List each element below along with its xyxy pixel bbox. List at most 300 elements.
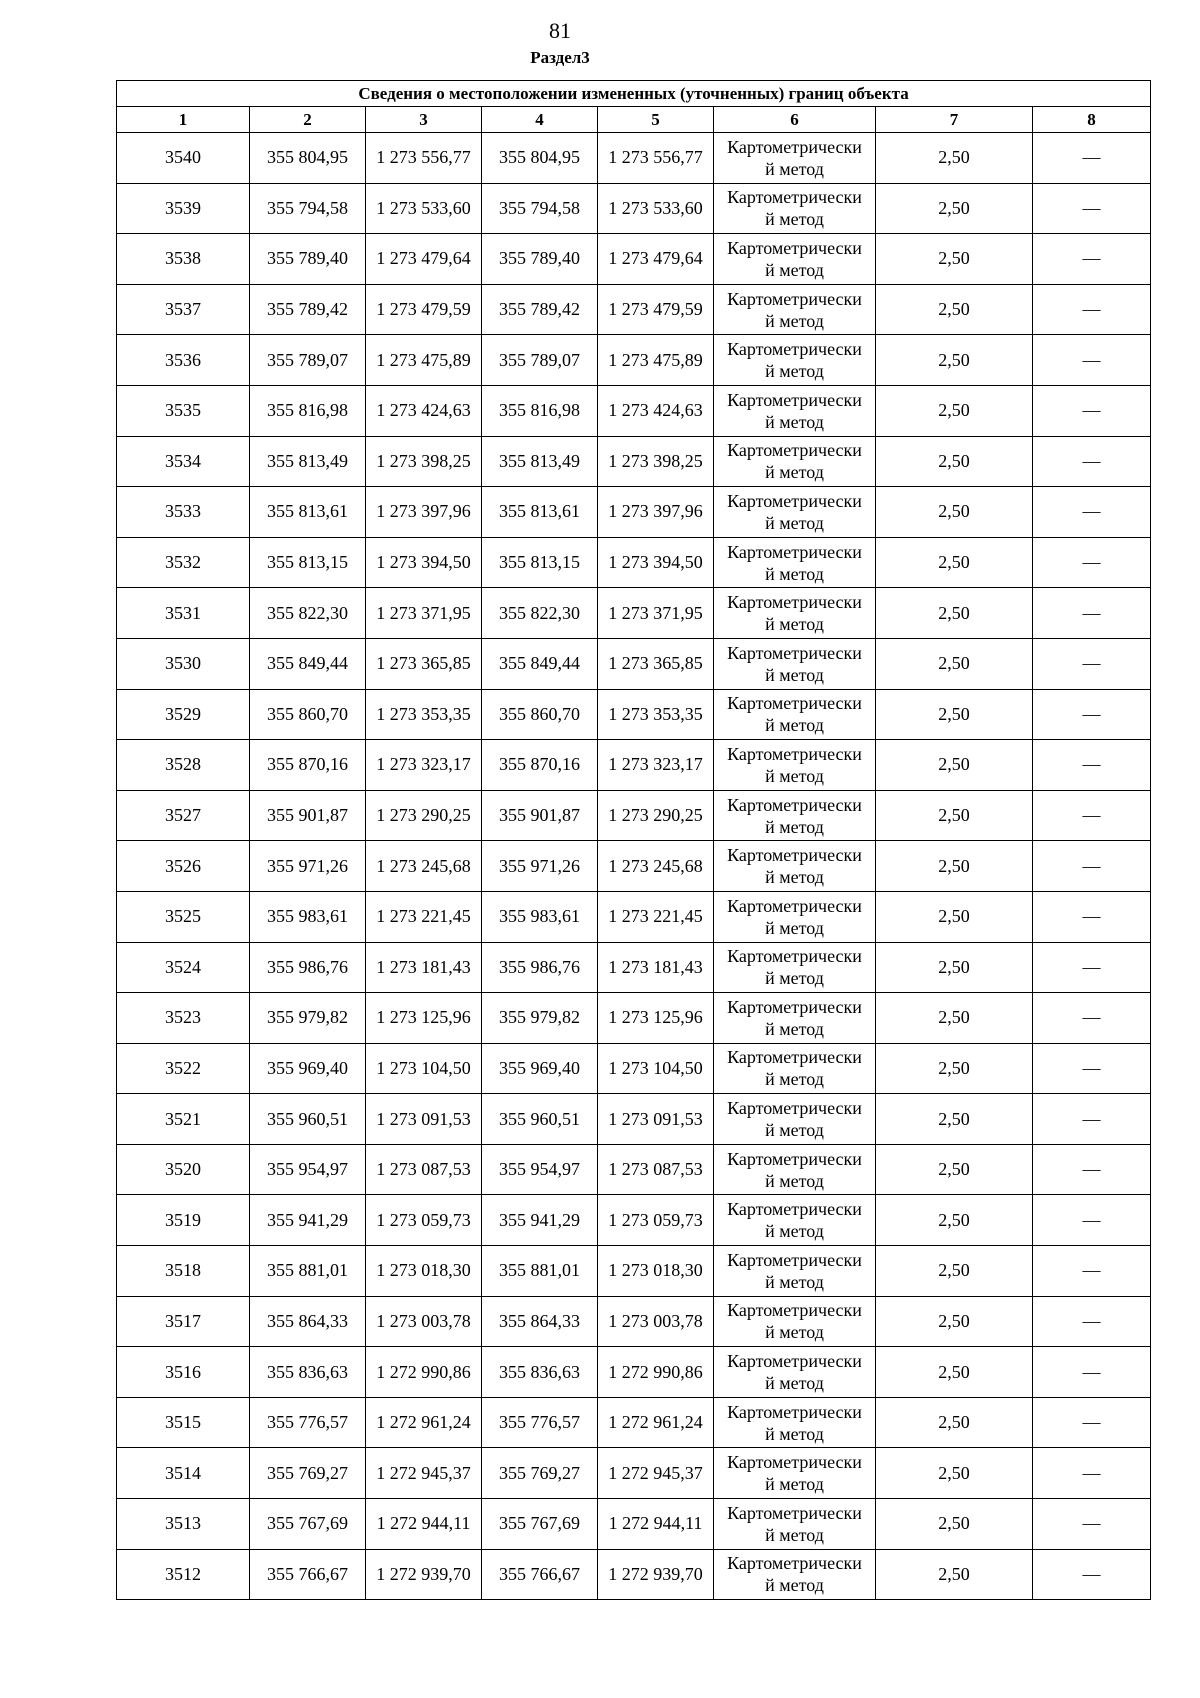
method-text-line: Картометрически <box>727 1047 862 1068</box>
table-row <box>117 1094 1151 1145</box>
method-text-line: й метод <box>765 1271 824 1292</box>
y-new-cell: 1 273 104,50 <box>598 1043 714 1094</box>
point-number-cell: 3515 <box>117 1397 250 1448</box>
column-number: 3 <box>366 107 482 133</box>
method-text-line: Картометрически <box>727 946 862 967</box>
y-new-cell: 1 273 125,96 <box>598 993 714 1044</box>
y-new-cell: 1 273 365,85 <box>598 638 714 689</box>
table-caption: Сведения о местоположении измененных (уточненных) границ объекта <box>117 81 1151 107</box>
x-old-cell: 355 941,29 <box>250 1195 366 1246</box>
x-new-cell: 355 870,16 <box>482 740 598 791</box>
table-row <box>117 133 1151 184</box>
x-new-cell: 355 813,49 <box>482 436 598 487</box>
note-cell: — <box>1033 385 1151 436</box>
point-number-cell: 3519 <box>117 1195 250 1246</box>
method-text-line: й метод <box>765 1018 824 1039</box>
method-cell <box>714 1195 876 1246</box>
x-new-cell: 355 794,58 <box>482 183 598 234</box>
method-cell <box>714 942 876 993</box>
column-number: 6 <box>714 107 876 133</box>
method-text-line: Картометрически <box>727 237 862 258</box>
y-old-cell: 1 273 533,60 <box>366 183 482 234</box>
method-cell <box>714 689 876 740</box>
x-new-cell: 355 954,97 <box>482 1144 598 1195</box>
note-cell: — <box>1033 183 1151 234</box>
method-text-line: Картометрически <box>727 339 862 360</box>
x-old-cell: 355 804,95 <box>250 133 366 184</box>
point-number-cell: 3529 <box>117 689 250 740</box>
y-new-cell: 1 273 533,60 <box>598 183 714 234</box>
x-new-cell: 355 941,29 <box>482 1195 598 1246</box>
point-number-cell: 3531 <box>117 588 250 639</box>
method-text-line: Картометрически <box>727 187 862 208</box>
point-number-cell: 3527 <box>117 790 250 841</box>
point-number-cell: 3526 <box>117 841 250 892</box>
method-text-line: й метод <box>765 816 824 837</box>
method-text-line: Картометрически <box>727 996 862 1017</box>
method-text-line: Картометрически <box>727 592 862 613</box>
note-cell: — <box>1033 1499 1151 1550</box>
method-text-line: Картометрически <box>727 693 862 714</box>
y-old-cell: 1 273 087,53 <box>366 1144 482 1195</box>
y-new-cell: 1 273 290,25 <box>598 790 714 841</box>
y-old-cell: 1 273 125,96 <box>366 993 482 1044</box>
method-text-line: Картометрически <box>727 136 862 157</box>
accuracy-cell: 2,50 <box>876 385 1033 436</box>
x-old-cell: 355 979,82 <box>250 993 366 1044</box>
note-cell: — <box>1033 1296 1151 1347</box>
method-text-line: й метод <box>765 259 824 280</box>
y-old-cell: 1 273 290,25 <box>366 790 482 841</box>
accuracy-cell: 2,50 <box>876 1499 1033 1550</box>
point-number-cell: 3533 <box>117 487 250 538</box>
method-cell <box>714 234 876 285</box>
y-new-cell: 1 272 945,37 <box>598 1448 714 1499</box>
note-cell: — <box>1033 487 1151 538</box>
table-row <box>117 638 1151 689</box>
note-cell: — <box>1033 1246 1151 1297</box>
x-old-cell: 355 813,49 <box>250 436 366 487</box>
y-old-cell: 1 273 221,45 <box>366 891 482 942</box>
note-cell: — <box>1033 942 1151 993</box>
point-number-cell: 3523 <box>117 993 250 1044</box>
column-number: 4 <box>482 107 598 133</box>
y-old-cell: 1 273 181,43 <box>366 942 482 993</box>
table-row <box>117 1144 1151 1195</box>
y-old-cell: 1 273 397,96 <box>366 487 482 538</box>
method-cell <box>714 588 876 639</box>
page-number: 81 <box>549 18 571 43</box>
point-number-cell: 3513 <box>117 1499 250 1550</box>
y-old-cell: 1 273 059,73 <box>366 1195 482 1246</box>
x-new-cell: 355 789,42 <box>482 284 598 335</box>
x-new-cell: 355 813,15 <box>482 537 598 588</box>
y-new-cell: 1 273 059,73 <box>598 1195 714 1246</box>
y-old-cell: 1 272 961,24 <box>366 1397 482 1448</box>
note-cell: — <box>1033 335 1151 386</box>
method-text-line: Картометрически <box>727 1351 862 1372</box>
x-new-cell: 355 822,30 <box>482 588 598 639</box>
y-new-cell: 1 273 397,96 <box>598 487 714 538</box>
method-cell <box>714 183 876 234</box>
accuracy-cell: 2,50 <box>876 1448 1033 1499</box>
y-old-cell: 1 273 475,89 <box>366 335 482 386</box>
note-cell: — <box>1033 1347 1151 1398</box>
table-row <box>117 1195 1151 1246</box>
accuracy-cell: 2,50 <box>876 284 1033 335</box>
table-row <box>117 183 1151 234</box>
method-cell <box>714 993 876 1044</box>
note-cell: — <box>1033 1397 1151 1448</box>
x-old-cell: 355 813,15 <box>250 537 366 588</box>
x-new-cell: 355 960,51 <box>482 1094 598 1145</box>
method-text-line: й метод <box>765 158 824 179</box>
point-number-cell: 3540 <box>117 133 250 184</box>
x-new-cell: 355 971,26 <box>482 841 598 892</box>
method-text-line: Картометрически <box>727 490 862 511</box>
table-row <box>117 841 1151 892</box>
x-new-cell: 355 836,63 <box>482 1347 598 1398</box>
method-cell <box>714 841 876 892</box>
point-number-cell: 3516 <box>117 1347 250 1398</box>
column-number: 1 <box>117 107 250 133</box>
x-new-cell: 355 766,67 <box>482 1549 598 1600</box>
x-old-cell: 355 794,58 <box>250 183 366 234</box>
x-old-cell: 355 836,63 <box>250 1347 366 1398</box>
y-new-cell: 1 273 371,95 <box>598 588 714 639</box>
method-cell <box>714 487 876 538</box>
x-new-cell: 355 979,82 <box>482 993 598 1044</box>
method-text-line: й метод <box>765 1575 824 1596</box>
point-number-cell: 3536 <box>117 335 250 386</box>
x-old-cell: 355 789,40 <box>250 234 366 285</box>
y-old-cell: 1 273 091,53 <box>366 1094 482 1145</box>
accuracy-cell: 2,50 <box>876 993 1033 1044</box>
x-new-cell: 355 983,61 <box>482 891 598 942</box>
y-old-cell: 1 273 424,63 <box>366 385 482 436</box>
point-number-cell: 3532 <box>117 537 250 588</box>
x-old-cell: 355 813,61 <box>250 487 366 538</box>
table-row <box>117 284 1151 335</box>
table-row <box>117 537 1151 588</box>
method-text-line: й метод <box>765 664 824 685</box>
method-text-line: Картометрически <box>727 288 862 309</box>
column-number-row <box>117 107 1151 133</box>
accuracy-cell: 2,50 <box>876 1246 1033 1297</box>
method-text-line: Картометрически <box>727 794 862 815</box>
method-text-line: Картометрически <box>727 541 862 562</box>
y-old-cell: 1 272 944,11 <box>366 1499 482 1550</box>
method-text-line: Картометрически <box>727 1553 862 1574</box>
table-row <box>117 1043 1151 1094</box>
y-new-cell: 1 273 556,77 <box>598 133 714 184</box>
point-number-cell: 3522 <box>117 1043 250 1094</box>
accuracy-cell: 2,50 <box>876 1549 1033 1600</box>
accuracy-cell: 2,50 <box>876 183 1033 234</box>
x-new-cell: 355 789,40 <box>482 234 598 285</box>
y-new-cell: 1 273 003,78 <box>598 1296 714 1347</box>
table-body <box>117 133 1151 1600</box>
method-cell <box>714 638 876 689</box>
point-number-cell: 3535 <box>117 385 250 436</box>
point-number-cell: 3534 <box>117 436 250 487</box>
note-cell: — <box>1033 993 1151 1044</box>
table-row <box>117 436 1151 487</box>
method-cell <box>714 1043 876 1094</box>
method-text-line: Картометрически <box>727 642 862 663</box>
method-text-line: й метод <box>765 411 824 432</box>
x-new-cell: 355 969,40 <box>482 1043 598 1094</box>
table-row <box>117 993 1151 1044</box>
x-old-cell: 355 881,01 <box>250 1246 366 1297</box>
x-old-cell: 355 822,30 <box>250 588 366 639</box>
table-row <box>117 1448 1151 1499</box>
x-old-cell: 355 860,70 <box>250 689 366 740</box>
accuracy-cell: 2,50 <box>876 689 1033 740</box>
table-row <box>117 335 1151 386</box>
accuracy-cell: 2,50 <box>876 234 1033 285</box>
method-text-line: Картометрически <box>727 440 862 461</box>
x-new-cell: 355 804,95 <box>482 133 598 184</box>
method-cell <box>714 1448 876 1499</box>
y-new-cell: 1 273 479,64 <box>598 234 714 285</box>
point-number-cell: 3520 <box>117 1144 250 1195</box>
method-cell <box>714 385 876 436</box>
point-number-cell: 3528 <box>117 740 250 791</box>
x-old-cell: 355 971,26 <box>250 841 366 892</box>
y-old-cell: 1 273 104,50 <box>366 1043 482 1094</box>
accuracy-cell: 2,50 <box>876 638 1033 689</box>
y-old-cell: 1 273 365,85 <box>366 638 482 689</box>
accuracy-cell: 2,50 <box>876 1296 1033 1347</box>
x-new-cell: 355 849,44 <box>482 638 598 689</box>
method-text-line: й метод <box>765 209 824 230</box>
method-text-line: Картометрически <box>727 1502 862 1523</box>
table-row <box>117 1246 1151 1297</box>
note-cell: — <box>1033 133 1151 184</box>
point-number-cell: 3524 <box>117 942 250 993</box>
y-old-cell: 1 272 990,86 <box>366 1347 482 1398</box>
accuracy-cell: 2,50 <box>876 1347 1033 1398</box>
accuracy-cell: 2,50 <box>876 942 1033 993</box>
method-text-line: й метод <box>765 1120 824 1141</box>
y-new-cell: 1 273 087,53 <box>598 1144 714 1195</box>
column-number: 7 <box>876 107 1033 133</box>
accuracy-cell: 2,50 <box>876 1043 1033 1094</box>
table-row <box>117 942 1151 993</box>
accuracy-cell: 2,50 <box>876 740 1033 791</box>
x-new-cell: 355 881,01 <box>482 1246 598 1297</box>
table-row <box>117 1296 1151 1347</box>
y-old-cell: 1 273 323,17 <box>366 740 482 791</box>
method-text-line: Картометрически <box>727 1199 862 1220</box>
method-text-line: й метод <box>765 1322 824 1343</box>
y-new-cell: 1 273 353,35 <box>598 689 714 740</box>
method-text-line: Картометрически <box>727 1249 862 1270</box>
note-cell: — <box>1033 841 1151 892</box>
y-new-cell: 1 273 323,17 <box>598 740 714 791</box>
method-cell <box>714 133 876 184</box>
table-row <box>117 740 1151 791</box>
table-row <box>117 588 1151 639</box>
method-text-line: Картометрически <box>727 1401 862 1422</box>
y-new-cell: 1 272 944,11 <box>598 1499 714 1550</box>
point-number-cell: 3521 <box>117 1094 250 1145</box>
x-old-cell: 355 789,07 <box>250 335 366 386</box>
x-new-cell: 355 901,87 <box>482 790 598 841</box>
x-new-cell: 355 816,98 <box>482 385 598 436</box>
method-text-line: Картометрически <box>727 743 862 764</box>
method-text-line: й метод <box>765 614 824 635</box>
method-cell <box>714 1094 876 1145</box>
note-cell: — <box>1033 1195 1151 1246</box>
accuracy-cell: 2,50 <box>876 790 1033 841</box>
y-old-cell: 1 273 003,78 <box>366 1296 482 1347</box>
method-text-line: й метод <box>765 1373 824 1394</box>
y-new-cell: 1 272 939,70 <box>598 1549 714 1600</box>
accuracy-cell: 2,50 <box>876 1195 1033 1246</box>
column-number: 2 <box>250 107 366 133</box>
accuracy-cell: 2,50 <box>876 1397 1033 1448</box>
method-cell <box>714 1296 876 1347</box>
note-cell: — <box>1033 1448 1151 1499</box>
y-new-cell: 1 273 018,30 <box>598 1246 714 1297</box>
method-text-line: й метод <box>765 1170 824 1191</box>
y-old-cell: 1 273 398,25 <box>366 436 482 487</box>
x-old-cell: 355 864,33 <box>250 1296 366 1347</box>
point-number-cell: 3538 <box>117 234 250 285</box>
x-old-cell: 355 789,42 <box>250 284 366 335</box>
method-cell <box>714 1499 876 1550</box>
method-cell <box>714 1549 876 1600</box>
note-cell: — <box>1033 436 1151 487</box>
table-row <box>117 1499 1151 1550</box>
x-new-cell: 355 860,70 <box>482 689 598 740</box>
column-number: 8 <box>1033 107 1151 133</box>
y-new-cell: 1 273 475,89 <box>598 335 714 386</box>
method-text-line: й метод <box>765 361 824 382</box>
y-old-cell: 1 273 394,50 <box>366 537 482 588</box>
point-number-cell: 3537 <box>117 284 250 335</box>
table-row <box>117 487 1151 538</box>
table-row <box>117 790 1151 841</box>
accuracy-cell: 2,50 <box>876 487 1033 538</box>
method-text-line: й метод <box>765 765 824 786</box>
note-cell: — <box>1033 1094 1151 1145</box>
x-new-cell: 355 776,57 <box>482 1397 598 1448</box>
x-old-cell: 355 969,40 <box>250 1043 366 1094</box>
method-cell <box>714 1246 876 1297</box>
y-new-cell: 1 273 245,68 <box>598 841 714 892</box>
accuracy-cell: 2,50 <box>876 436 1033 487</box>
method-text-line: й метод <box>765 563 824 584</box>
method-cell <box>714 1347 876 1398</box>
y-new-cell: 1 273 181,43 <box>598 942 714 993</box>
table-row <box>117 1549 1151 1600</box>
y-old-cell: 1 272 939,70 <box>366 1549 482 1600</box>
accuracy-cell: 2,50 <box>876 133 1033 184</box>
y-old-cell: 1 273 479,64 <box>366 234 482 285</box>
y-old-cell: 1 273 556,77 <box>366 133 482 184</box>
method-text-line: й метод <box>765 462 824 483</box>
method-text-line: й метод <box>765 310 824 331</box>
y-new-cell: 1 273 091,53 <box>598 1094 714 1145</box>
table-row <box>117 234 1151 285</box>
method-text-line: й метод <box>765 1423 824 1444</box>
y-old-cell: 1 273 353,35 <box>366 689 482 740</box>
point-number-cell: 3518 <box>117 1246 250 1297</box>
method-cell <box>714 537 876 588</box>
note-cell: — <box>1033 1043 1151 1094</box>
x-old-cell: 355 960,51 <box>250 1094 366 1145</box>
accuracy-cell: 2,50 <box>876 841 1033 892</box>
accuracy-cell: 2,50 <box>876 588 1033 639</box>
method-cell <box>714 740 876 791</box>
method-text-line: Картометрически <box>727 895 862 916</box>
x-old-cell: 355 983,61 <box>250 891 366 942</box>
method-text-line: Картометрически <box>727 1098 862 1119</box>
method-text-line: Картометрически <box>727 845 862 866</box>
x-old-cell: 355 849,44 <box>250 638 366 689</box>
table-row <box>117 891 1151 942</box>
x-old-cell: 355 766,67 <box>250 1549 366 1600</box>
method-text-line: й метод <box>765 1524 824 1545</box>
y-new-cell: 1 273 479,59 <box>598 284 714 335</box>
method-text-line: й метод <box>765 1474 824 1495</box>
method-text-line: Картометрически <box>727 1148 862 1169</box>
x-new-cell: 355 864,33 <box>482 1296 598 1347</box>
x-old-cell: 355 767,69 <box>250 1499 366 1550</box>
x-old-cell: 355 901,87 <box>250 790 366 841</box>
x-old-cell: 355 870,16 <box>250 740 366 791</box>
point-number-cell: 3530 <box>117 638 250 689</box>
accuracy-cell: 2,50 <box>876 537 1033 588</box>
accuracy-cell: 2,50 <box>876 1094 1033 1145</box>
x-old-cell: 355 769,27 <box>250 1448 366 1499</box>
method-cell <box>714 284 876 335</box>
accuracy-cell: 2,50 <box>876 335 1033 386</box>
point-number-cell: 3525 <box>117 891 250 942</box>
method-text-line: й метод <box>765 968 824 989</box>
method-text-line: Картометрически <box>727 1452 862 1473</box>
table-row <box>117 1347 1151 1398</box>
accuracy-cell: 2,50 <box>876 1144 1033 1195</box>
y-old-cell: 1 273 245,68 <box>366 841 482 892</box>
method-cell <box>714 1144 876 1195</box>
table-row <box>117 689 1151 740</box>
x-new-cell: 355 986,76 <box>482 942 598 993</box>
accuracy-cell: 2,50 <box>876 891 1033 942</box>
method-text-line: й метод <box>765 1069 824 1090</box>
note-cell: — <box>1033 234 1151 285</box>
section-title: Раздел3 <box>530 48 590 67</box>
note-cell: — <box>1033 284 1151 335</box>
note-cell: — <box>1033 537 1151 588</box>
note-cell: — <box>1033 790 1151 841</box>
note-cell: — <box>1033 740 1151 791</box>
method-text-line: Картометрически <box>727 1300 862 1321</box>
y-new-cell: 1 273 424,63 <box>598 385 714 436</box>
note-cell: — <box>1033 638 1151 689</box>
method-cell <box>714 891 876 942</box>
point-number-cell: 3514 <box>117 1448 250 1499</box>
y-new-cell: 1 272 990,86 <box>598 1347 714 1398</box>
table-row <box>117 385 1151 436</box>
point-number-cell: 3512 <box>117 1549 250 1600</box>
point-number-cell: 3517 <box>117 1296 250 1347</box>
method-text-line: й метод <box>765 715 824 736</box>
x-old-cell: 355 954,97 <box>250 1144 366 1195</box>
